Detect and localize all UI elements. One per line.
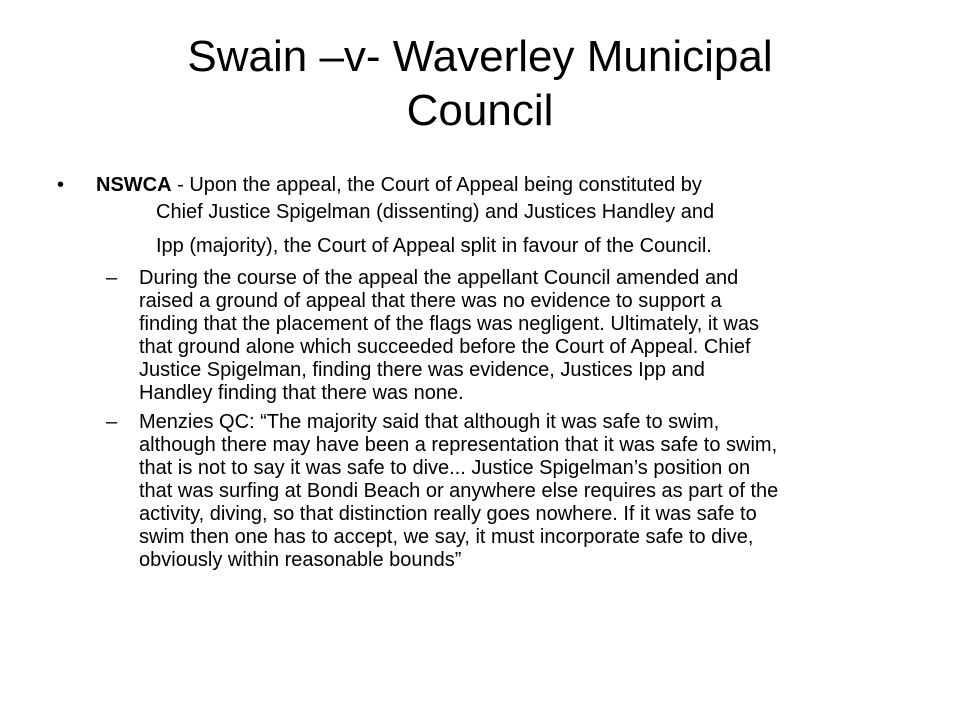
dash-marker: –	[106, 267, 118, 289]
sub-bullet-line: that was surfing at Bondi Beach or anywhere else requires as part of the	[139, 480, 779, 502]
main-bullet	[57, 172, 887, 260]
sub-bullet-line: Justice Spigelman, finding there was evidence, Justices Ipp and	[139, 359, 705, 381]
main-bullet-line-2: Chief Justice Spigelman (dissenting) and Justices Handley and	[156, 201, 715, 223]
main-bullet-text-1: - Upon the appeal, the Court of Appeal being constituted by	[171, 174, 702, 196]
sub-bullet-line: although there may have been a representation that it was safe to swim,	[139, 434, 778, 456]
sub-bullet-item	[57, 411, 887, 572]
sub-bullet-line: During the course of the appeal the appellant Council amended and	[139, 267, 739, 289]
dash-marker: –	[106, 411, 118, 433]
slide-body	[57, 172, 887, 578]
sub-bullet-line: that is not to say it was safe to dive... Justice Spigelman’s position on	[139, 457, 751, 479]
sub-bullet-line: activity, diving, so that distinction really goes nowhere. If it was safe to	[139, 503, 757, 525]
sub-bullet-line: swim then one has to accept, we say, it must incorporate safe to dive,	[139, 526, 754, 548]
sub-bullet-line: that ground alone which succeeded before the Court of Appeal. Chief	[139, 336, 751, 358]
bullet-marker: •	[57, 174, 65, 196]
sub-bullet-line: raised a ground of appeal that there was no evidence to support a	[139, 290, 722, 312]
bullet-label: NSWCA	[96, 174, 172, 196]
slide-title	[80, 30, 880, 138]
sub-bullet-line: Handley finding that there was none.	[139, 382, 464, 404]
sub-bullet-item	[57, 267, 887, 405]
sub-bullet-line: finding that the placement of the flags was negligent. Ultimately, it was	[139, 313, 759, 335]
sub-bullet-line: Menzies QC: “The majority said that although it was safe to swim,	[139, 411, 720, 433]
main-bullet-line-1	[96, 172, 887, 199]
slide-title-line-1: Swain –v- Waverley Municipal	[187, 32, 773, 81]
main-bullet-line-3: Ipp (majority), the Court of Appeal split in favour of the Council.	[156, 235, 712, 257]
slide-title-line-2: Council	[406, 86, 554, 135]
sub-bullet-list	[57, 267, 887, 572]
sub-bullet-line: obviously within reasonable bounds”	[139, 549, 462, 571]
